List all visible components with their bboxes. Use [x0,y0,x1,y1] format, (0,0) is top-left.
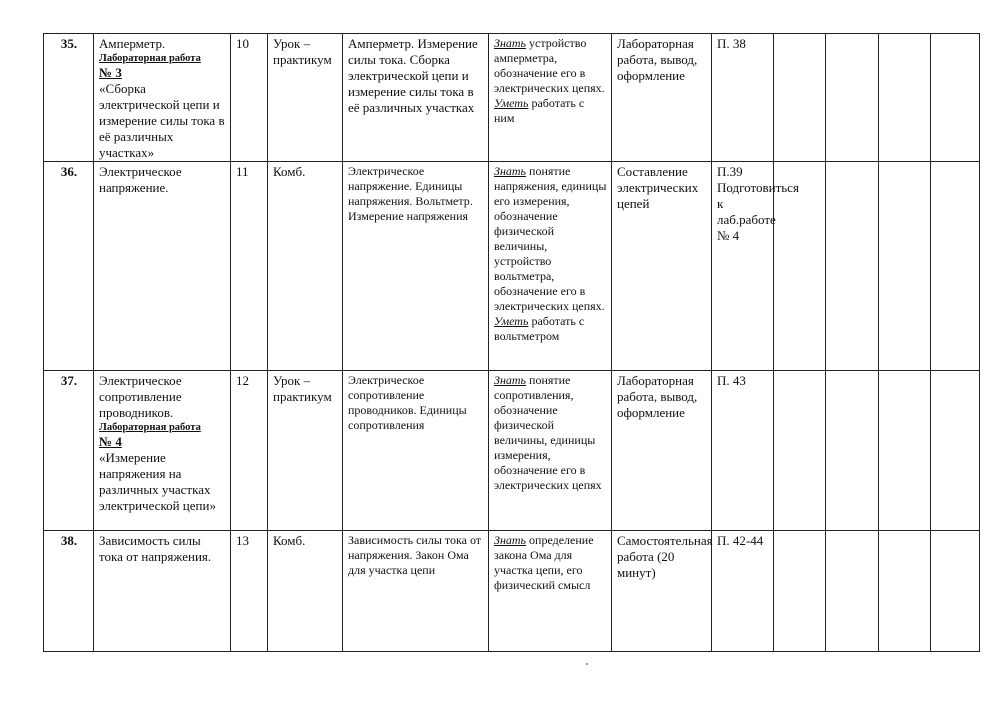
empty-cell [774,34,826,162]
table-row [44,531,980,652]
know-text: определение закона Ома для участка цепи, его физический смысл [494,533,594,592]
empty-cell [826,531,879,652]
lesson-topic [94,162,231,371]
know-keyword: Знать [494,533,527,547]
lesson-type: Урок – практикум [268,371,343,531]
lesson-content: Электрическое напряжение. Единицы напряжения. Вольтметр. Измерение напряжения [343,162,489,371]
lesson-number: 37. [44,371,94,531]
lesson-topic [94,371,231,531]
empty-cell [826,371,879,531]
requirements [489,371,612,531]
lesson-number: 36. [44,162,94,371]
lab-work-title: «Сборка электрической цепи и измерение силы тока в её различных участках» [99,81,225,160]
lab-work-label: Лабораторная работа [99,53,201,64]
lesson-number: 35. [44,34,94,162]
can-keyword: Уметь [494,96,529,110]
empty-cell [931,162,980,371]
lesson-content: Электрическое сопротивление проводников. Единицы сопротивления [343,371,489,531]
lesson-topic [94,531,231,652]
table-row [44,371,980,531]
lab-work-number: № 3 [99,65,122,80]
requirements [489,531,612,652]
lesson-plan-table [43,33,980,652]
empty-cell [931,531,980,652]
requirements [489,162,612,371]
lab-work-label: Лабораторная работа [99,422,201,433]
homework: П.39 Подготовиться к лаб.работе № 4 [712,162,774,371]
lesson-content: Зависимость силы тока от напряжения. Закон Ома для участка цепи [343,531,489,652]
know-keyword: Знать [494,373,527,387]
topic-text: Электрическое сопротивление проводников. [99,373,182,420]
lesson-content: Амперметр. Измерение силы тока. Сборка электрической цепи и измерение силы тока в её различных участках [343,34,489,162]
know-text: понятие напряжения, единицы его измерения, обозначение физической величины, устройство вольтметра, обозначение его в электрических цепях. [494,164,607,313]
scan-speck [586,663,588,665]
empty-cell [879,162,931,371]
know-text: понятие сопротивления, обозначение физической величины, единицы измерения, обозначение его в электрических цепях [494,373,602,492]
can-keyword: Уметь [494,314,529,328]
empty-cell [931,371,980,531]
lab-work-number: № 4 [99,434,122,449]
lesson-type: Комб. [268,531,343,652]
homework: П. 42-44 [712,531,774,652]
empty-cell [879,34,931,162]
lesson-type: Урок – практикум [268,34,343,162]
empty-cell [774,371,826,531]
topic-text: Амперметр. [99,36,166,51]
hour-number: 12 [231,371,268,531]
control-form: Составление электрических цепей [612,162,712,371]
topic-text: Электрическое напряжение. [99,164,182,195]
requirements [489,34,612,162]
table-row [44,34,980,162]
hour-number: 13 [231,531,268,652]
empty-cell [879,371,931,531]
empty-cell [826,34,879,162]
lesson-type: Комб. [268,162,343,371]
can-text: работать с ним [494,96,585,125]
topic-text: Зависимость силы тока от напряжения. [99,533,212,564]
know-keyword: Знать [494,164,527,178]
control-form: Самостоятельная работа (20 минут) [612,531,712,652]
can-text: работать с вольтметром [494,314,585,343]
lesson-number: 38. [44,531,94,652]
lab-work-title: «Измерение напряжения на различных участках электрической цепи» [99,450,216,513]
control-form: Лабораторная работа, вывод, оформление [612,34,712,162]
empty-cell [826,162,879,371]
control-form: Лабораторная работа, вывод, оформление [612,371,712,531]
hour-number: 10 [231,34,268,162]
empty-cell [774,531,826,652]
empty-cell [931,34,980,162]
homework: П. 43 [712,371,774,531]
homework: П. 38 [712,34,774,162]
know-keyword: Знать [494,36,527,50]
know-text: устройство амперметра, обозначение его в электрических цепях. [494,36,605,95]
hour-number: 11 [231,162,268,371]
empty-cell [879,531,931,652]
lesson-topic [94,34,231,162]
table-row [44,162,980,371]
